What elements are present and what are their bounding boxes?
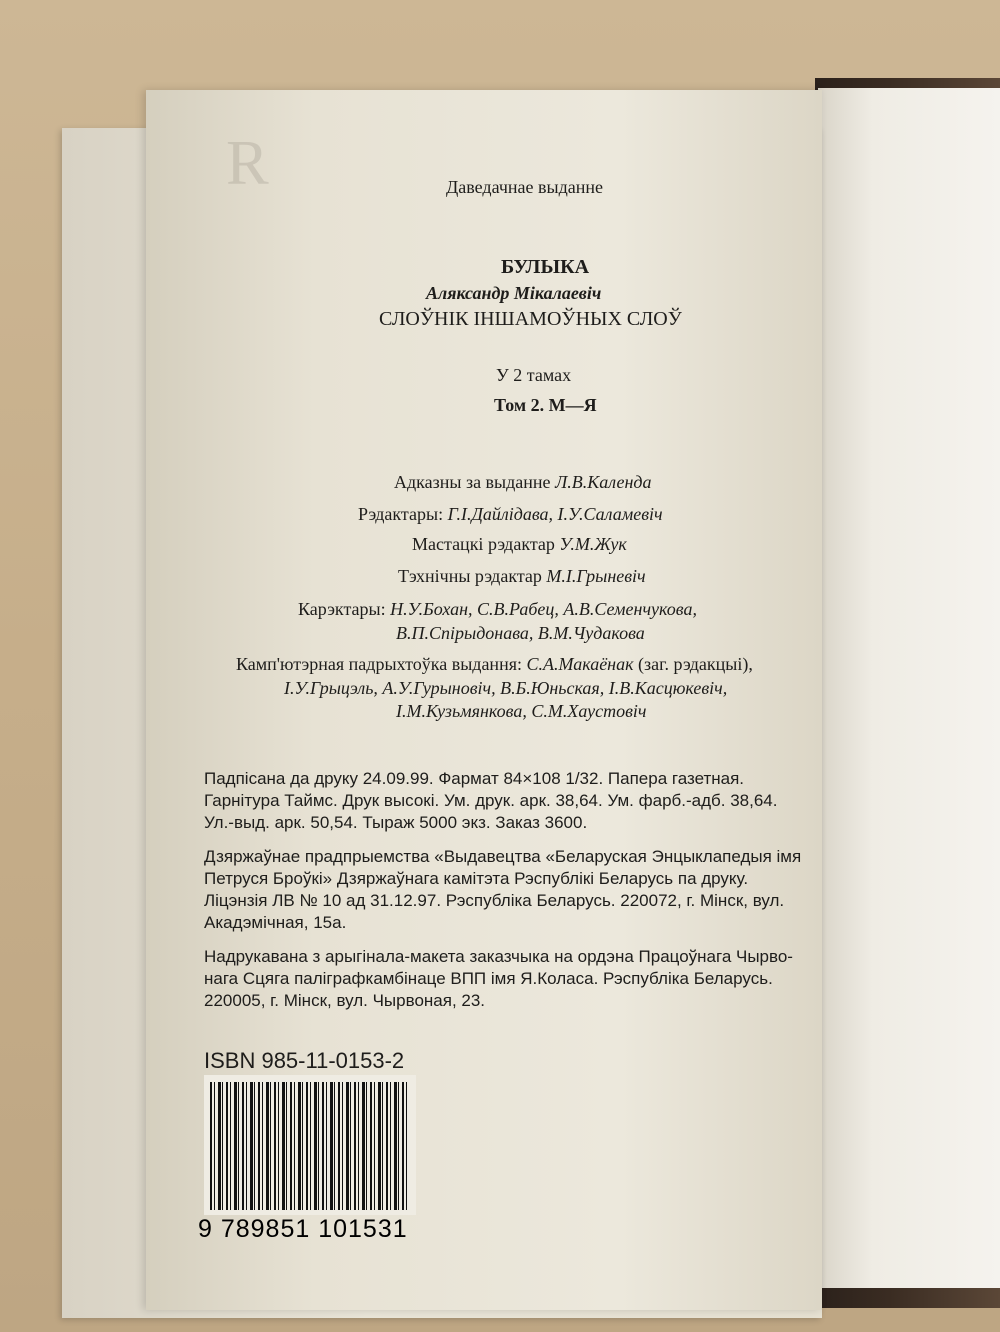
- editors-line: Рэдактары: Г.І.Дайлідава, І.У.Саламевіч: [358, 504, 663, 524]
- proofreaders-line-1: Карэктары: Н.У.Бохан, С.В.Рабец, А.В.Семенчукова,: [298, 599, 697, 619]
- right-page: [818, 88, 1000, 1288]
- computer-prep-line-3: І.М.Кузьмянкова, С.М.Хаустовіч: [396, 701, 647, 721]
- printer-line-1: Надрукавана з арыгінала-макета заказчыка на ордэна Працоўнага Чырво-: [204, 947, 793, 966]
- imprint-line-2: Гарнітура Таймс. Друк высокі. Ум. друк. арк. 38,64. Ум. фарб.-адб. 38,64.: [204, 791, 778, 810]
- responsible-line: Адказны за выданне Л.В.Календа: [394, 472, 652, 492]
- edition-type: Даведачнае выданне: [446, 177, 603, 197]
- publisher-line-3: Ліцэнзія ЛВ № 10 ад 31.12.97. Рэспубліка Беларусь. 220072, г. Мінск, вул.: [204, 891, 785, 910]
- tech-editor-line: Тэхнічны рэдактар М.І.Грыневіч: [398, 566, 646, 586]
- barcode: [210, 1082, 410, 1210]
- printer-line-3: 220005, г. Мінск, вул. Чырвоная, 23.: [204, 991, 486, 1010]
- isbn: ISBN 985-11-0153-2: [204, 1048, 405, 1073]
- book-title: СЛОЎНІК ІНШАМОЎНЫХ СЛОЎ: [379, 308, 682, 330]
- imprint-line-3: Ул.-выд. арк. 50,54. Тыраж 5000 экз. Заказ 3600.: [204, 813, 588, 832]
- computer-prep-line-2: І.У.Грыцэль, А.У.Гурыновіч, В.Б.Юньская, І.В.Касцюкевіч,: [284, 678, 728, 698]
- barcode-number: 9 789851 101531: [198, 1215, 408, 1243]
- computer-prep-line-1: Камп'ютэрная падрыхтоўка выдання: С.А.Макаёнак (заг. рэдакцыі),: [236, 654, 753, 674]
- author-surname: БУЛЫКА: [501, 256, 590, 278]
- proofreaders-line-2: В.П.Спірыдонава, В.М.Чудакова: [396, 623, 645, 643]
- volumes-count: У 2 тамах: [496, 365, 572, 385]
- volume-number: Том 2. М—Я: [494, 395, 597, 415]
- author-name: Аляксандр Мікалаевіч: [426, 283, 602, 303]
- publisher-line-1: Дзяржаўнае прадпрыемства «Выдавецтва «Беларуская Энцыклапедыя імя: [204, 847, 802, 866]
- art-editor-line: Мастацкі рэдактар У.М.Жук: [412, 534, 627, 554]
- bleed-through-letter: R: [226, 127, 269, 198]
- imprint-line-1: Падпісана да друку 24.09.99. Фармат 84×108 1/32. Папера газетная.: [204, 769, 745, 788]
- publisher-line-2: Петруся Броўкі» Дзяржаўнага камітэта Рэспублікі Беларусь па друку.: [204, 869, 749, 888]
- publisher-line-4: Акадэмічная, 15а.: [204, 913, 347, 932]
- printer-line-2: нага Сцяга паліграфкамбінаце ВПП імя Я.Коласа. Рэспубліка Беларусь.: [204, 969, 773, 988]
